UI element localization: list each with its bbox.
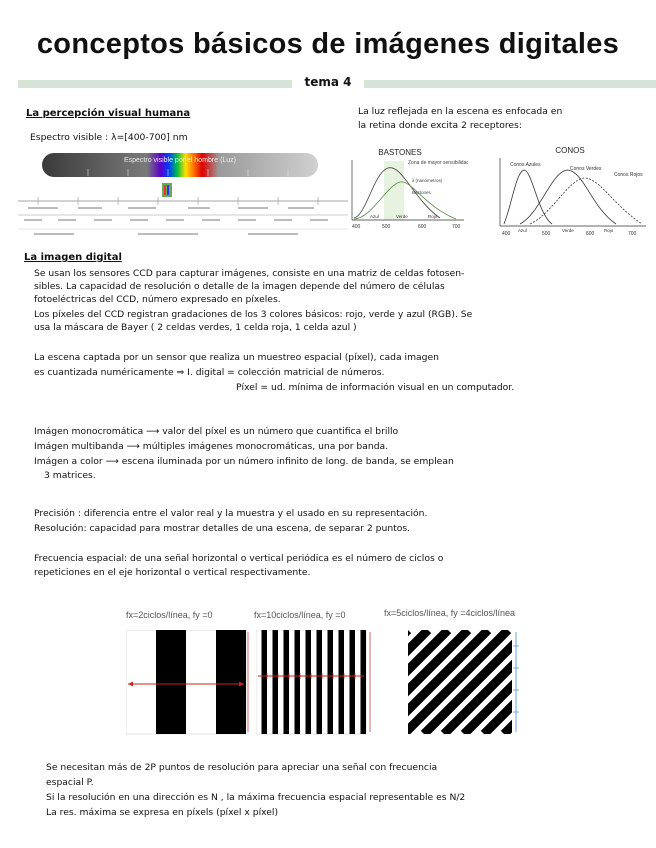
curve1-label: λ (nanómetros): [412, 178, 443, 183]
conos-curve-verde: [520, 170, 616, 224]
closing-line: La res. máxima se expresa en píxels (píxel x píxel): [46, 807, 279, 818]
conos-series-label: Conos Rojos: [614, 172, 643, 178]
conos-tick: 400: [502, 231, 511, 237]
conos-figure: [496, 144, 648, 240]
pattern-2-cycles: [126, 630, 256, 736]
spectrum-diagram: [18, 149, 348, 245]
conos-label: CONOS: [555, 146, 585, 155]
conos-band-label: Verde: [562, 228, 574, 233]
frecuencia-line: repeticiones en el eje horizontal o vertical respectivamente.: [34, 567, 311, 578]
figure-caption-1: fx=2ciclos/línea, fy =0: [126, 610, 213, 620]
retina-line-2: la retina donde excita 2 receptores:: [358, 120, 522, 131]
tipos-line: 3 matrices.: [44, 470, 96, 481]
resolucion-line: Resolución: capacidad para mostrar detalles de una escena, de separar 2 puntos.: [34, 523, 411, 534]
conos-band-label: Rojo: [604, 228, 614, 233]
figure-10-cycles: [256, 630, 386, 736]
bastones-label: BASTONES: [378, 148, 422, 157]
conos-tick: 700: [628, 231, 637, 237]
conos-tick: 500: [542, 231, 551, 237]
page-subtitle: tema 4: [292, 75, 364, 89]
digital-line: Se usan los sensores CCD para capturar imágenes, consiste en una matriz de celdas fotosen-: [34, 268, 465, 279]
title-band-right: [364, 80, 656, 88]
conos-series-label: Conos Azules: [510, 162, 541, 168]
tipos-line: Imágen multibanda ⟶ múltiples imágenes monocromáticas, una por banda.: [34, 441, 389, 452]
bastones-chart: [348, 146, 468, 236]
precision-line: Precisión : diferencia entre el valor real y la muestra y el usado en su representación.: [34, 508, 428, 519]
figure-caption-3: fx=5ciclos/línea, fy =4ciclos/línea: [384, 608, 516, 618]
page-title: conceptos básicos de imágenes digitales: [36, 28, 620, 60]
pattern-10-cycles: [256, 630, 386, 736]
spectrum-label: Espectro visible : λ=[400-700] nm: [30, 132, 188, 143]
conos-band-label: Azul: [518, 228, 527, 233]
title-band-left: [18, 80, 292, 88]
muestreo-line: es cuantizada numéricamente ⇒ I. digital = colección matricial de números.: [34, 367, 385, 378]
figure-caption-2: fx=10ciclos/línea, fy =0: [254, 610, 346, 620]
bastones-tick: 400: [352, 224, 361, 230]
tipos-line: Imágen monocromática ⟶ valor del píxel es un número que cuantifica el brillo: [34, 426, 399, 437]
tipos-line: Imágen a color ⟶ escena iluminada por un número infinito de long. de banda, se emplean: [34, 456, 454, 467]
frecuencia-line: Frecuencia espacial: de una señal horizontal o vertical periódica es el número de ciclos o: [34, 553, 444, 564]
bastones-figure: [348, 146, 468, 236]
conos-series-label: Conos Verdes: [570, 166, 602, 172]
conos-curve-azul: [504, 170, 552, 224]
section-heading-perception: La percepción visual humana: [26, 108, 191, 119]
muestreo-line: La escena captada por un sensor que realiza un muestreo espacial (píxel), cada imagen: [34, 352, 439, 363]
conos-tick: 600: [586, 231, 595, 237]
bastones-tick: 500: [382, 224, 391, 230]
bastones-tick: 600: [418, 224, 427, 230]
curve2-label: Bastones: [412, 190, 431, 195]
closing-line: espacial P.: [46, 777, 94, 788]
retina-line-1: La luz reflejada en la escena es enfocada en: [358, 106, 563, 117]
figure-diagonal: [408, 630, 528, 736]
bastones-band-label: Azul: [370, 214, 379, 219]
conos-chart: [496, 144, 648, 240]
spectrum-caption: Espectro visible por el hombre (Luz): [123, 157, 237, 164]
section-heading-digital: La imagen digital: [24, 252, 122, 263]
zone-label: Zona de mayor sensibilidad: [408, 160, 468, 166]
bastones-band-label: Rojo: [428, 214, 438, 219]
sensitivity-zone: [384, 161, 404, 220]
bastones-band-label: Verde: [396, 214, 408, 219]
digital-line: fotoeléctricas del CCD, número expresado en píxeles.: [34, 294, 281, 305]
pattern-diagonal: [408, 630, 528, 736]
closing-line: Si la resolución en una dirección es N , la máxima frecuencia espacial representable es N/2: [46, 792, 466, 803]
muestreo-line: Píxel = ud. mínima de información visual en un computador.: [236, 382, 515, 393]
conos-curve-rojo: [530, 178, 642, 224]
closing-line: Se necesitan más de 2P puntos de resolución para apreciar una señal con frecuencia: [46, 762, 438, 773]
digital-line: Los píxeles del CCD registran gradaciones de los 3 colores básicos: rojo, verde y azul (RGB). Se: [34, 309, 473, 320]
digital-line: sibles. La capacidad de resolución o detalle de la imagen depende del número de células: [34, 281, 445, 292]
bastones-tick: 700: [452, 224, 461, 230]
digital-line: usa la máscara de Bayer ( 2 celdas verdes, 1 celda roja, 1 celda azul ): [34, 322, 357, 333]
figure-2-cycles: [126, 630, 256, 736]
spectrum-figure: [18, 149, 348, 245]
